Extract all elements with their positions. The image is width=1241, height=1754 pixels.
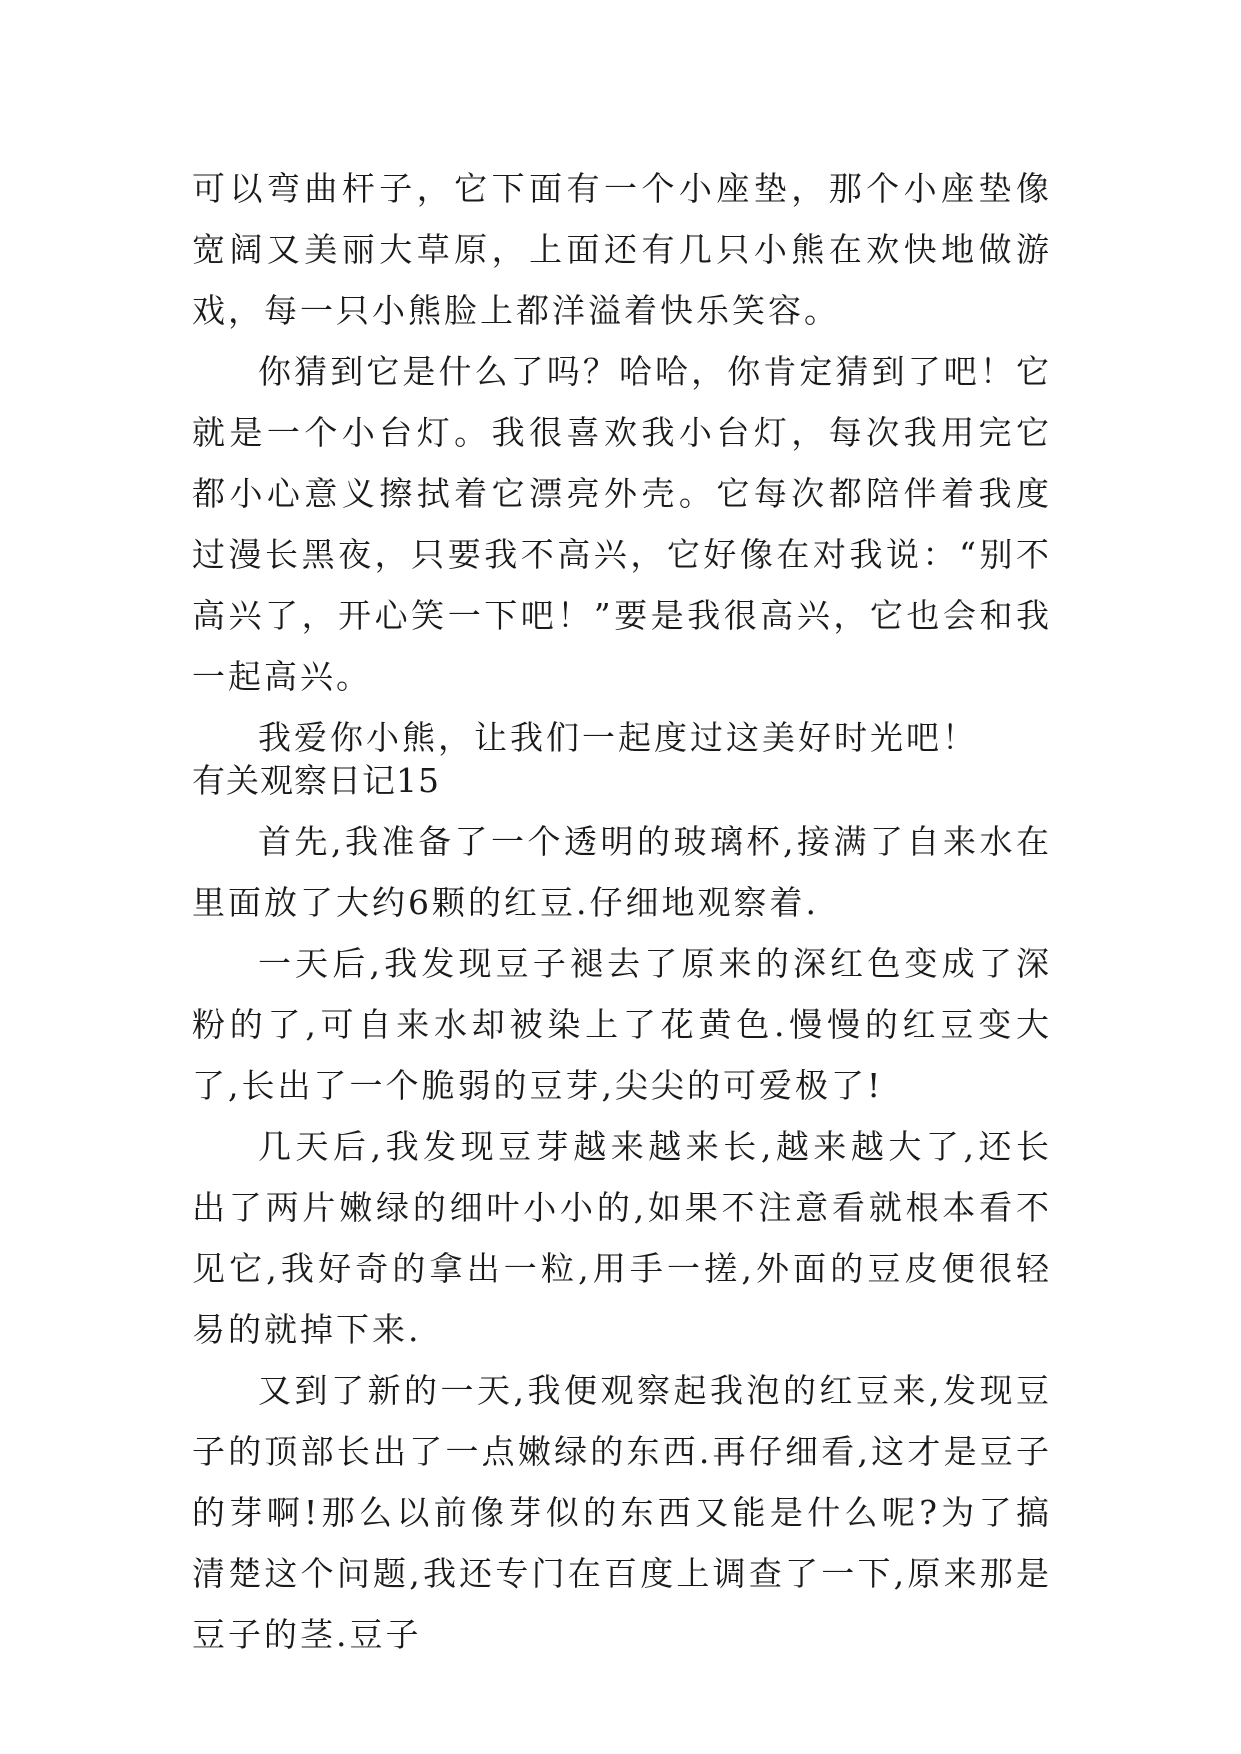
paragraph: 一天后,我发现豆子褪去了原来的深红色变成了深粉的了,可自来水却被染上了花黄色.慢慢的红豆变大了,长出了一个脆弱的豆芽,尖尖的可爱极了! <box>192 944 1052 1105</box>
paragraph: 又到了新的一天,我便观察起我泡的红豆来,发现豆子的顶部长出了一点嫩绿的东西.再仔细看,这才是豆子的芽啊!那么以前像芽似的东西又能是什么呢?为了搞清楚这个问题,我还专门在百度上调查了一下,原来那是豆子的茎.豆子 <box>192 1371 1052 1654</box>
paragraph: 你猜到它是什么了吗？哈哈，你肯定猜到了吧！它就是一个小台灯。我很喜欢我小台灯，每次我用完它都小心意义擦拭着它漂亮外壳。它每次都陪伴着我度过漫长黑夜，只要我不高兴，它好像在对我说：“别不高兴了，开心笑一下吧！”要是我很高兴，它也会和我一起高兴。 <box>192 352 1052 696</box>
essay-continuation <box>192 158 1052 768</box>
observation-diary <box>192 811 1052 1665</box>
paragraph: 可以弯曲杆子，它下面有一个小座垫，那个小座垫像宽阔又美丽大草原，上面还有几只小熊在欢快地做游戏，每一只小熊脸上都洋溢着快乐笑容。 <box>192 169 1052 330</box>
paragraph: 我爱你小熊，让我们一起度过这美好时光吧！ <box>258 718 978 757</box>
paragraph: 几天后,我发现豆芽越来越来长,越来越大了,还长出了两片嫩绿的细叶小小的,如果不注意看就根本看不见它,我好奇的拿出一粒,用手一搓,外面的豆皮便很轻易的就掉下来. <box>192 1127 1052 1349</box>
paragraph: 首先,我准备了一个透明的玻璃杯,接满了自来水在里面放了大约6颗的红豆.仔细地观察着. <box>192 822 1052 922</box>
section-heading: 有关观察日记15 <box>192 761 440 800</box>
